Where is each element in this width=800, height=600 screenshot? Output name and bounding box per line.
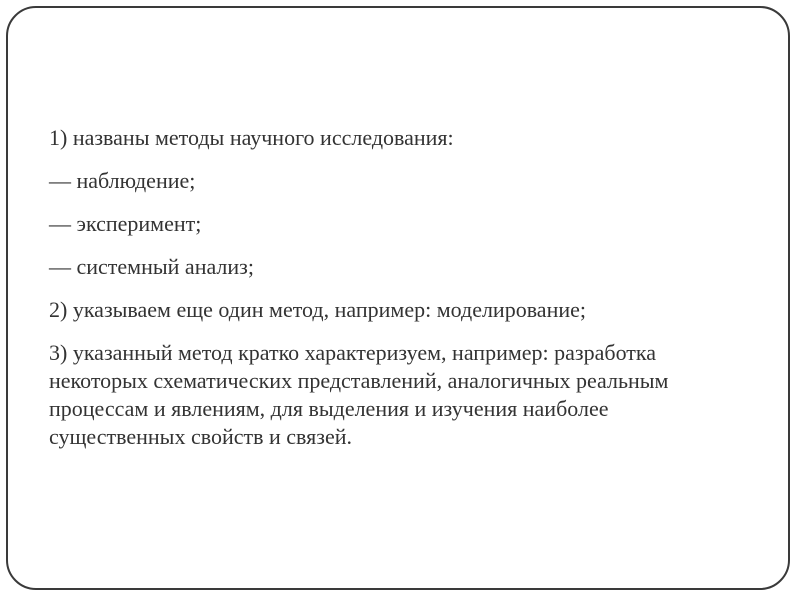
additional-method: 2) указываем еще один метод, например: моделирование; [49, 297, 586, 322]
method-experiment: — эксперимент; [49, 211, 202, 236]
method-observation: — наблюдение; [49, 168, 196, 193]
slide-content [49, 124, 749, 451]
method-system-analysis: — системный анализ; [49, 254, 254, 279]
method-characterization: 3) указанный метод кратко характеризуем, например: разработка некоторых схематических представлений, аналогичных реальным процессам и явлениям, для выделения и изучения наиболее существенных свойств и связей. [49, 340, 669, 449]
methods-heading: 1) названы методы научного исследования: [49, 125, 454, 150]
slide-frame [6, 6, 790, 590]
